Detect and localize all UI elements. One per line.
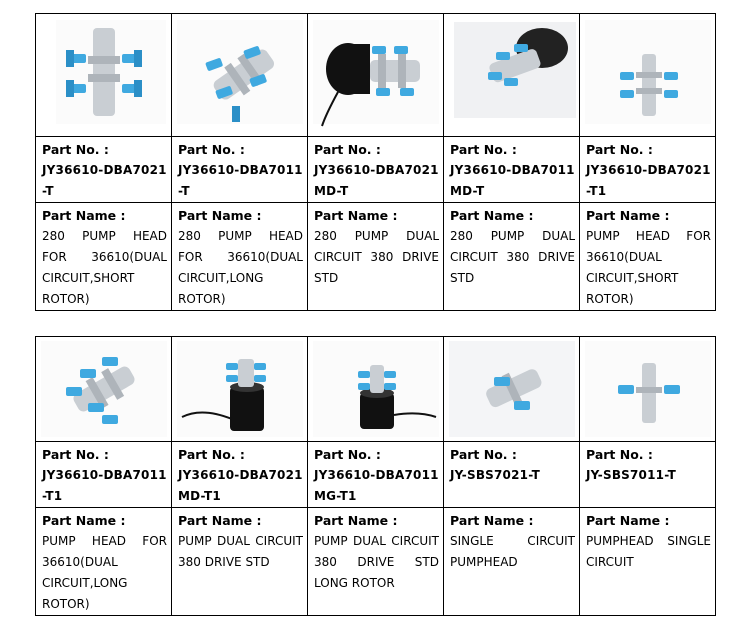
part-number-cell <box>444 137 580 203</box>
part-no-label: Part No. : <box>42 447 109 462</box>
part-name-cell <box>36 203 172 311</box>
part-name-cell <box>580 203 716 311</box>
part-number-cell <box>172 442 308 508</box>
part-no-value: JY36610-DBA7011-T1 <box>42 468 167 503</box>
part-no-label: Part No. : <box>314 447 381 462</box>
part-no-label: Part No. : <box>450 142 517 157</box>
part-no-value: JY36610-DBA7011MG-T1 <box>314 468 439 503</box>
part-name-cell <box>172 508 308 616</box>
part-number-row <box>36 442 716 508</box>
part-name-value: 280 PUMP DUAL CIRCUIT 380 DRIVE STD <box>314 229 439 285</box>
image-row <box>36 337 716 442</box>
part-no-value: JY-SBS7011-T <box>586 468 677 482</box>
part-no-label: Part No. : <box>42 142 109 157</box>
dual-circuit-pump-head-tilted-image <box>36 337 172 441</box>
image-row <box>36 14 716 137</box>
part-name-value: SINGLE CIRCUIT PUMPHEAD <box>450 534 575 569</box>
product-table-2 <box>35 336 716 616</box>
single-circuit-pump-head-image <box>444 337 580 441</box>
part-no-value: JY-SBS7021-T <box>450 468 541 482</box>
part-no-label: Part No. : <box>314 142 381 157</box>
part-no-value: JY36610-DBA7011-T <box>178 163 303 198</box>
part-name-cell <box>308 508 444 616</box>
part-name-cell <box>36 508 172 616</box>
part-name-label: Part Name : <box>178 208 262 223</box>
part-name-value: PUMPHEAD SINGLE CIRCUIT <box>586 534 711 569</box>
dual-circuit-pump-head-angled-image <box>172 14 308 136</box>
part-name-cell <box>308 203 444 311</box>
part-name-label: Part Name : <box>450 208 534 223</box>
part-name-cell <box>172 203 308 311</box>
part-name-label: Part Name : <box>586 513 670 528</box>
part-name-value: PUMP DUAL CIRCUIT 380 DRIVE STD LONG ROTOR <box>314 534 439 590</box>
part-number-cell <box>36 137 172 203</box>
product-image-cell <box>308 14 444 137</box>
part-number-cell <box>580 442 716 508</box>
part-no-label: Part No. : <box>450 447 517 462</box>
part-name-label: Part Name : <box>314 513 398 528</box>
part-name-label: Part Name : <box>42 513 126 528</box>
part-number-cell <box>580 137 716 203</box>
product-table-1 <box>35 13 716 311</box>
part-name-label: Part Name : <box>450 513 534 528</box>
product-image-cell <box>36 14 172 137</box>
product-image-cell <box>308 337 444 442</box>
product-image-cell <box>444 337 580 442</box>
part-no-label: Part No. : <box>586 447 653 462</box>
part-no-value: JY36610-DBA7021-T <box>42 163 167 198</box>
part-name-cell <box>580 508 716 616</box>
part-name-cell <box>444 508 580 616</box>
pump-motor-upright-cable-image <box>308 337 444 441</box>
part-name-value: PUMP HEAD FOR 36610(DUAL CIRCUIT,LONG ROTOR) <box>42 534 167 611</box>
part-number-cell <box>444 442 580 508</box>
part-name-row <box>36 508 716 616</box>
part-name-row <box>36 203 716 311</box>
part-name-label: Part Name : <box>314 208 398 223</box>
part-no-label: Part No. : <box>178 142 245 157</box>
single-circuit-pump-head-front-image <box>580 337 716 441</box>
part-name-value: PUMP HEAD FOR 36610(DUAL CIRCUIT,SHORT ROTOR) <box>586 229 711 306</box>
part-name-value: 280 PUMP HEAD FOR 36610(DUAL CIRCUIT,SHORT ROTOR) <box>42 229 167 306</box>
pump-motor-upright-image <box>172 337 308 441</box>
part-no-label: Part No. : <box>178 447 245 462</box>
part-no-value: JY36610-DBA7011MD-T <box>450 163 575 198</box>
part-no-value: JY36610-DBA7021MD-T <box>314 163 439 198</box>
dual-circuit-pump-head-small-image <box>580 14 716 136</box>
part-name-label: Part Name : <box>586 208 670 223</box>
part-number-cell <box>36 442 172 508</box>
part-name-value: 280 PUMP HEAD FOR 36610(DUAL CIRCUIT,LONG ROTOR) <box>178 229 303 306</box>
part-name-label: Part Name : <box>42 208 126 223</box>
part-number-row <box>36 137 716 203</box>
product-image-cell <box>580 337 716 442</box>
dual-circuit-pump-head-image <box>36 14 172 136</box>
pump-with-black-motor-image <box>308 14 444 136</box>
part-no-label: Part No. : <box>586 142 653 157</box>
part-name-cell <box>444 203 580 311</box>
pump-with-motor-side-image <box>444 14 580 136</box>
product-image-cell <box>444 14 580 137</box>
part-number-cell <box>308 137 444 203</box>
product-image-cell <box>172 337 308 442</box>
part-no-value: JY36610-DBA7021MD-T1 <box>178 468 303 503</box>
part-name-value: 280 PUMP DUAL CIRCUIT 380 DRIVE STD <box>450 229 575 285</box>
product-image-cell <box>36 337 172 442</box>
part-no-value: JY36610-DBA7021-T1 <box>586 163 711 198</box>
part-name-label: Part Name : <box>178 513 262 528</box>
product-image-cell <box>580 14 716 137</box>
part-number-cell <box>172 137 308 203</box>
part-number-cell <box>308 442 444 508</box>
part-name-value: PUMP DUAL CIRCUIT 380 DRIVE STD <box>178 534 303 569</box>
product-image-cell <box>172 14 308 137</box>
